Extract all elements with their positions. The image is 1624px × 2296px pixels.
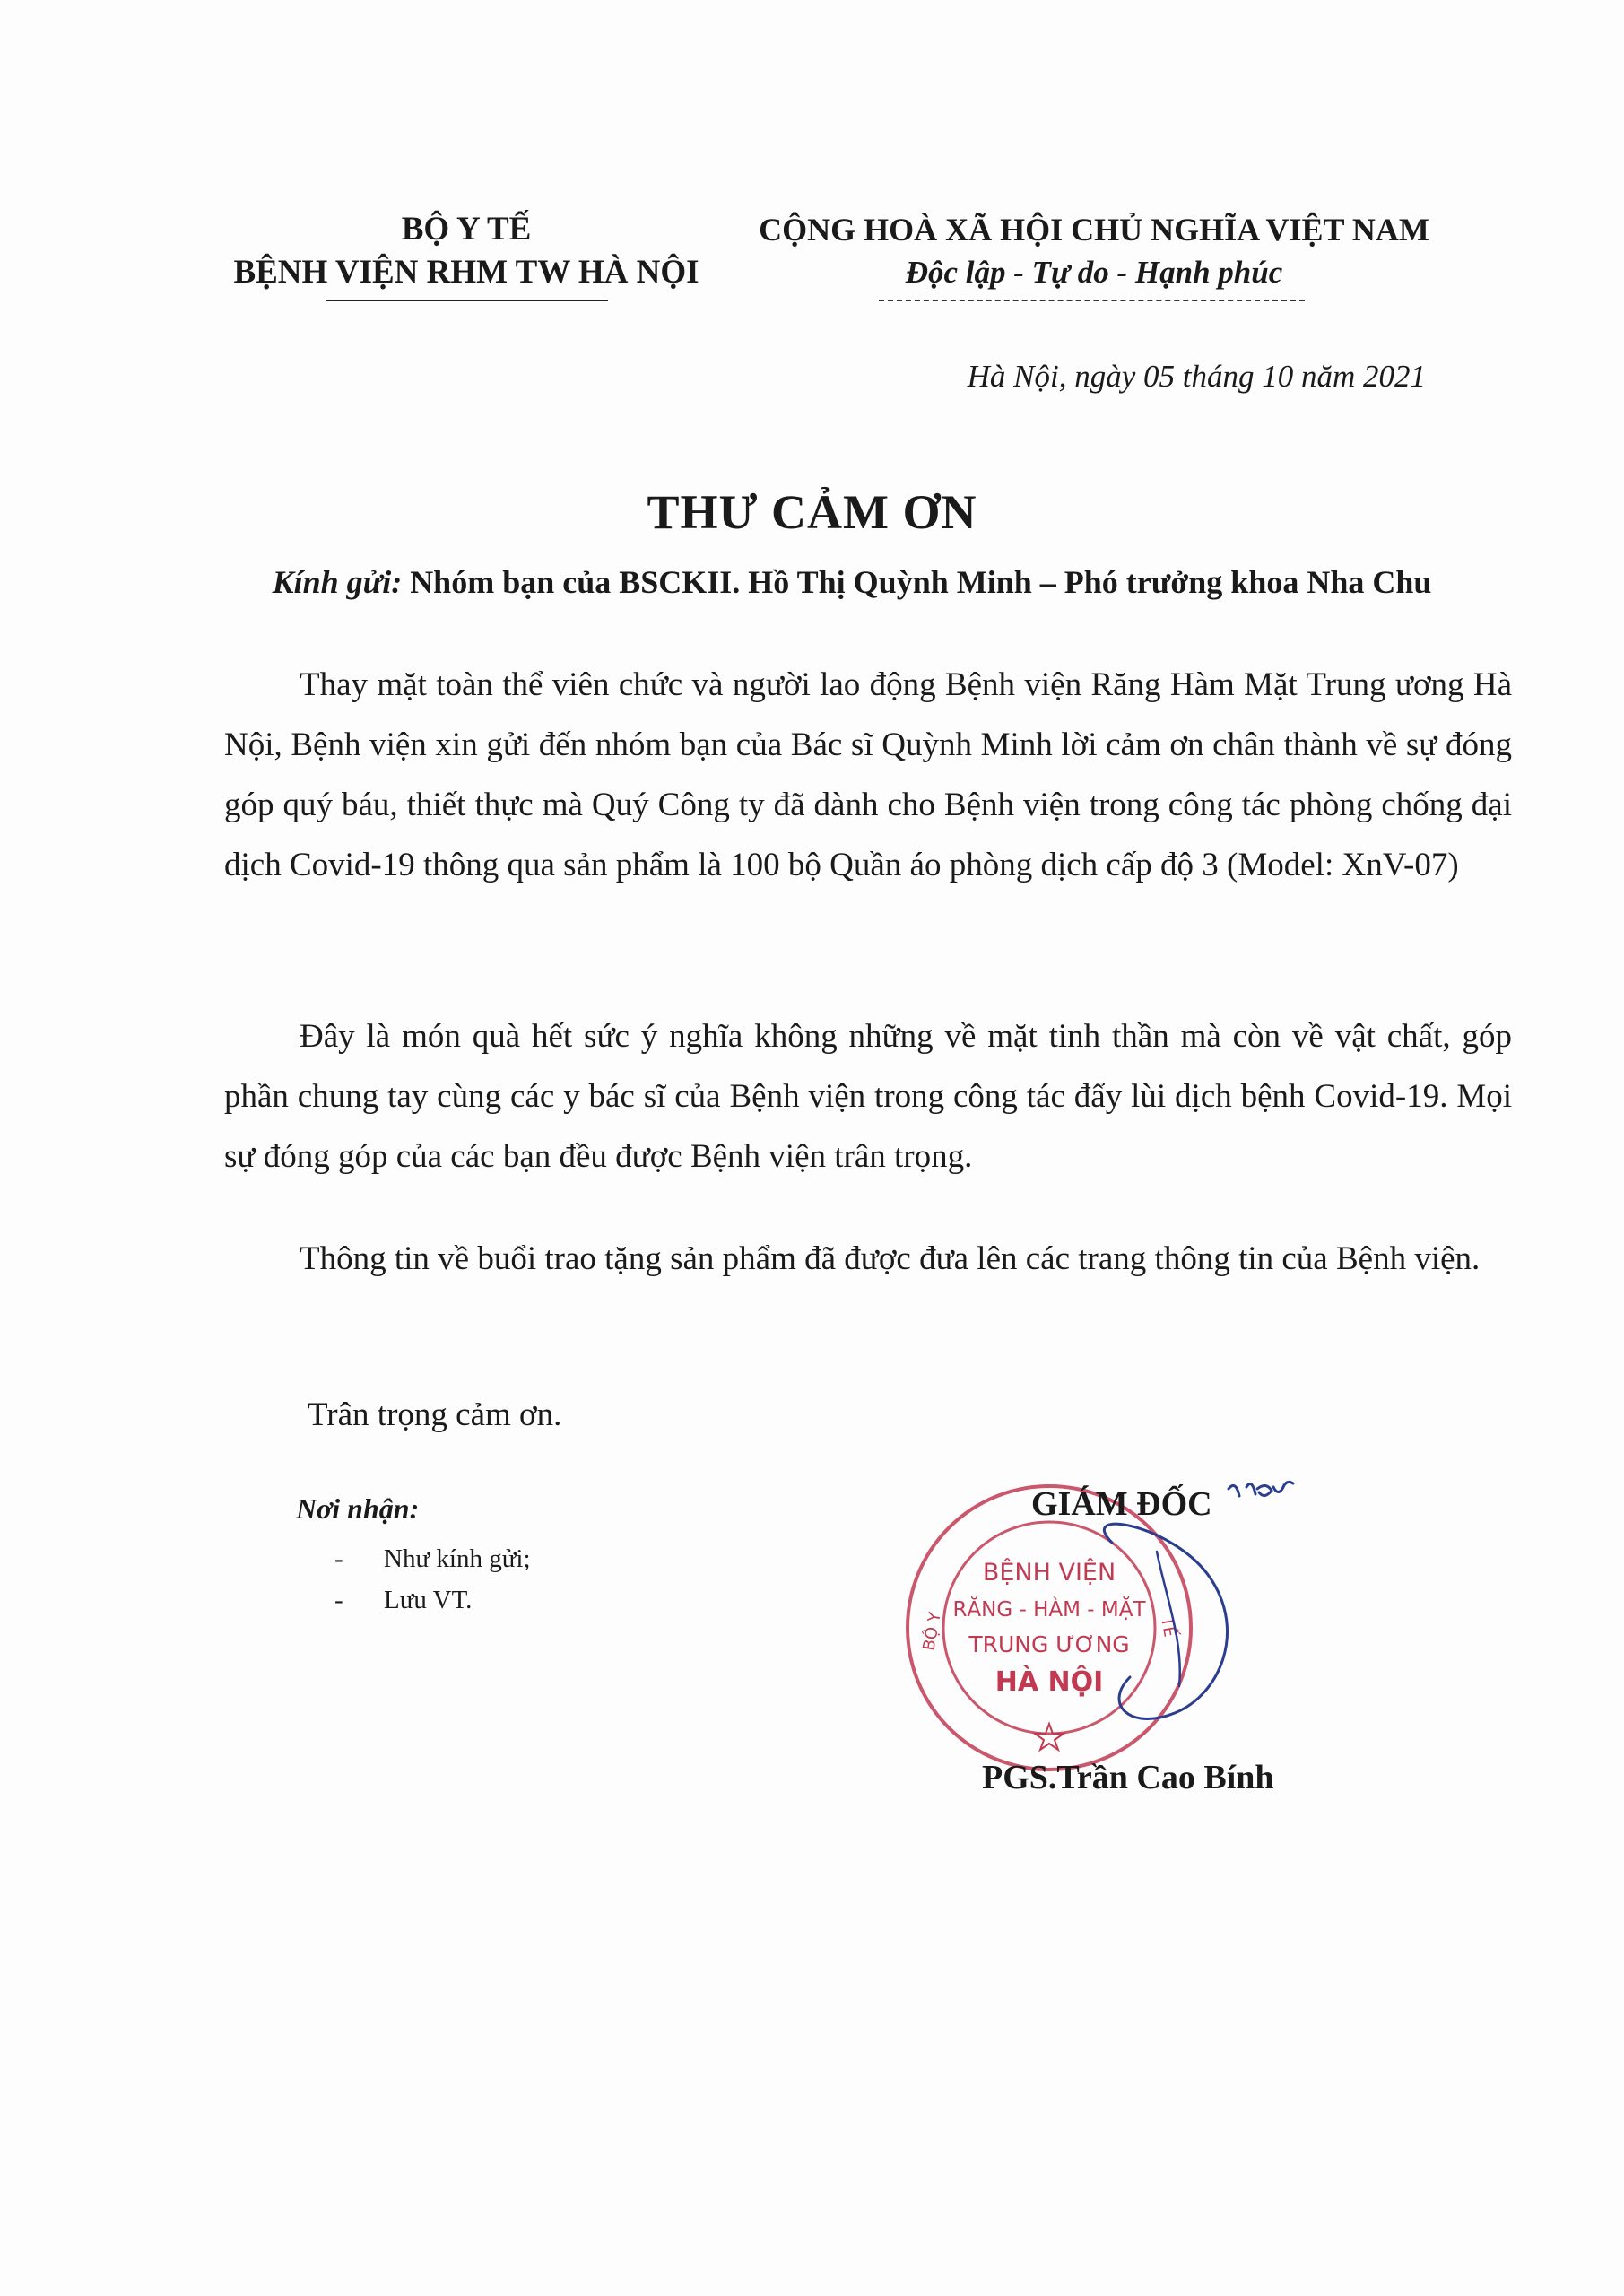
stamp-line-1: BỆNH VIỆN [982,1559,1116,1587]
recipients-label: Nơi nhận: [296,1492,420,1525]
closing-line: Trân trọng cảm ơn. [308,1396,562,1433]
signer-title: GIÁM ĐỐC [1031,1485,1212,1523]
recipients-list [334,1538,531,1621]
stamp-line-3: TRUNG ƯƠNG [968,1631,1130,1657]
header-divider-left [326,300,608,301]
recipients-item: - Như kính gửi; [334,1538,531,1579]
recipient-text: Nhóm bạn của BSCKII. Hồ Thị Quỳnh Minh – Phó trưởng khoa Nha Chu [410,564,1432,600]
stamp-ring-left: BỘ Y [919,1610,945,1653]
signer-name: PGS.Trần Cao Bính [982,1759,1274,1796]
body-paragraph [224,655,1512,895]
ministry-name: BỘ Y TẾ [401,211,532,248]
paragraph-2: Đây là món quà hết sức ý nghĩa không những về mặt tinh thần mà còn về vật chất, góp phần chung tay cùng các y bác sĩ của Bệnh viện trong công tác đẩy lùi dịch bệnh Covid-19. Mọi sự đóng góp của các bạn đều được Bệnh viện trân trọng. [224,1018,1512,1175]
body-paragraph [224,1229,1512,1289]
handwritten-signature [951,1471,1327,1776]
recipients-bullet: - [334,1544,343,1573]
paragraph-1: Thay mặt toàn thể viên chức và người lao động Bệnh viện Răng Hàm Mặt Trung ương Hà Nội, Bệnh viện xin gửi đến nhóm bạn của Bác sĩ Quỳnh Minh lời cảm ơn chân thành về sự đóng góp quý báu, thiết thực mà Quý Công ty đã dành cho Bệnh viện trong công tác phòng chống đại dịch Covid-19 thông qua sản phẩm là 100 bộ Quần áo phòng dịch cấp độ 3 (Model: XnV-07) [224,666,1512,883]
stamp-ring-right: TẾ [1157,1615,1179,1639]
header-divider-right [879,300,1305,301]
recipients-item: - Lưu VT. [334,1579,531,1621]
body-paragraph [224,1006,1512,1187]
country-name: CỘNG HOÀ XÃ HỘI CHỦ NGHĨA VIỆT NAM [759,212,1429,248]
issuer-header [224,208,708,301]
national-motto: Độc lập - Tự do - Hạnh phúc [905,255,1283,290]
recipients-bullet: - [334,1586,343,1614]
recipient-label: Kính gửi: [272,564,403,600]
national-header [744,208,1444,301]
hospital-name: BỆNH VIỆN RHM TW HÀ NỘI [233,254,699,291]
date-line: Hà Nội, ngày 05 tháng 10 năm 2021 [967,359,1426,394]
recipient-line [179,563,1524,601]
stamp-line-4: HÀ NỘI [994,1666,1104,1698]
paragraph-3: Thông tin về buổi trao tặng sản phẩm đã được đưa lên các trang thông tin của Bệnh viện. [300,1240,1481,1277]
stamp-line-2: RĂNG - HÀM - MẶT [952,1598,1146,1622]
document-title: THƯ CẢM ƠN [647,485,977,539]
